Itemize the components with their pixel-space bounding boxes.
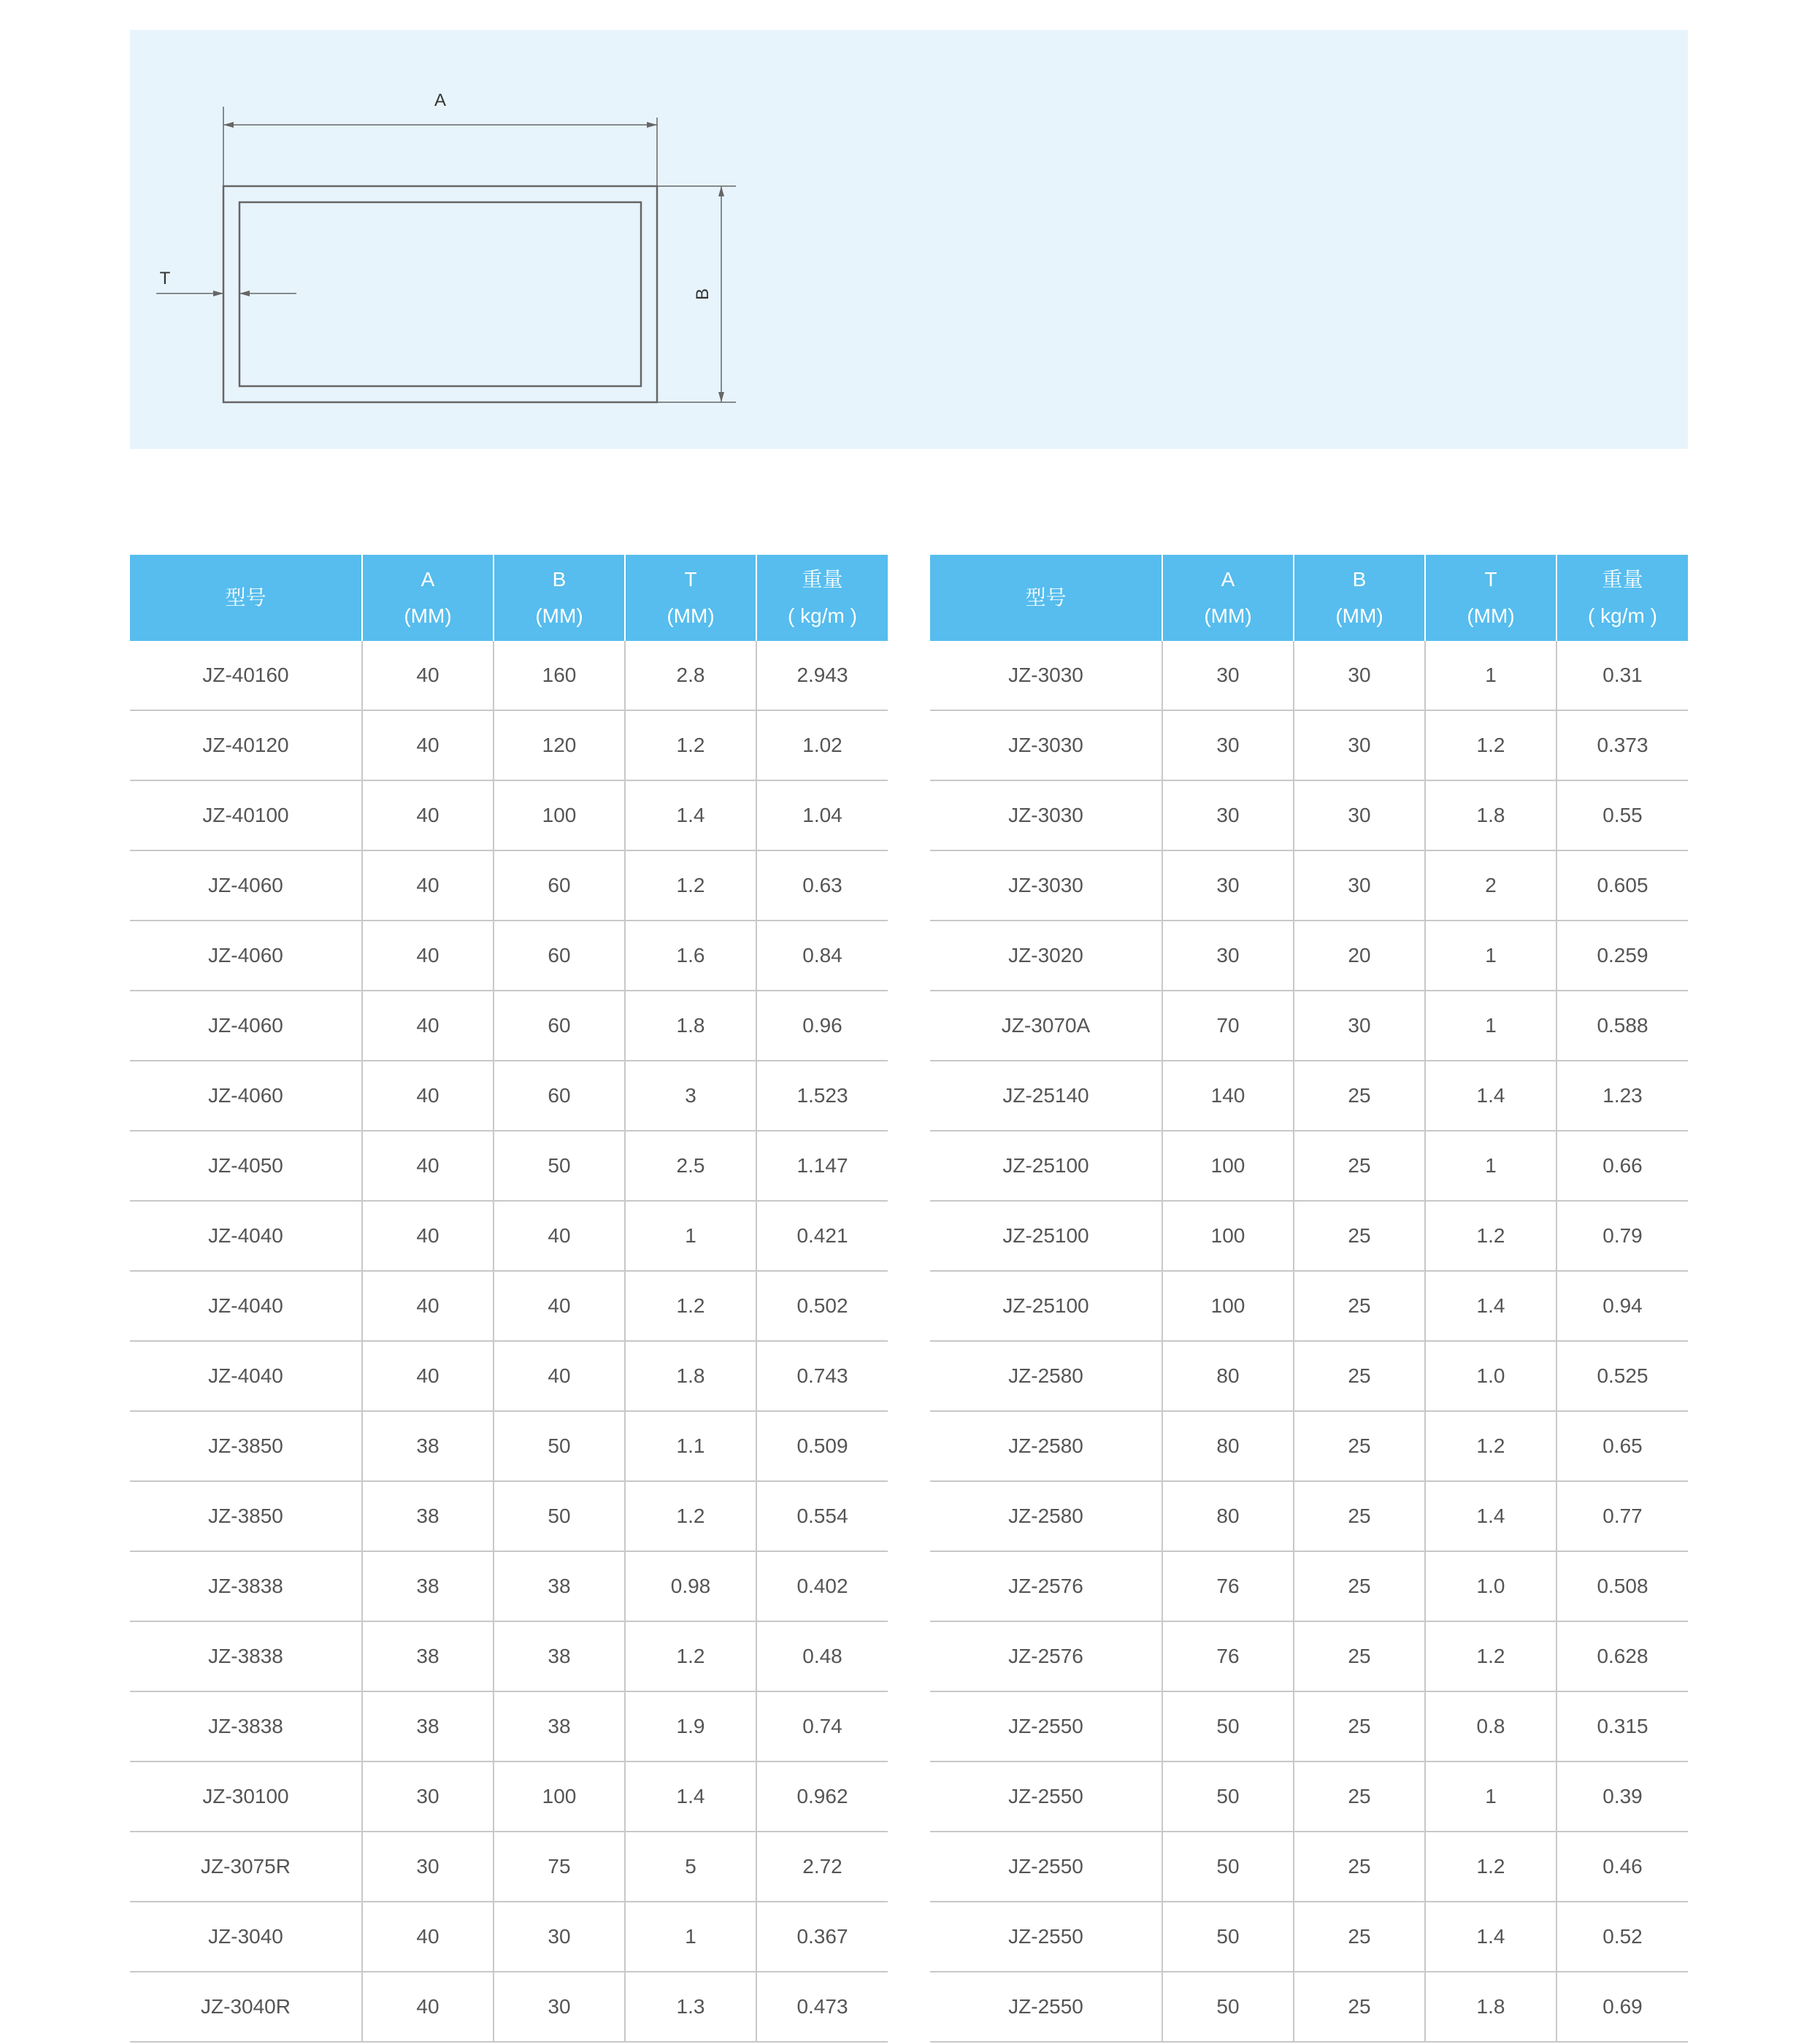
cell-weight: 0.46 bbox=[1556, 1832, 1688, 1902]
cell-weight: 0.79 bbox=[1556, 1201, 1688, 1271]
table-row bbox=[130, 710, 888, 780]
cell-model: JZ-3850 bbox=[130, 1411, 362, 1481]
cell-t: 1.2 bbox=[1425, 1621, 1556, 1691]
cell-weight: 0.373 bbox=[1556, 710, 1688, 780]
cell-model: JZ-25140 bbox=[930, 1061, 1162, 1131]
spec-table-right-body bbox=[930, 641, 1688, 2042]
cell-b: 30 bbox=[494, 1902, 625, 1972]
header-a-unit: (MM) bbox=[1204, 604, 1252, 627]
cell-a: 40 bbox=[362, 1341, 494, 1411]
table-row bbox=[930, 1481, 1688, 1551]
cell-model: JZ-3030 bbox=[930, 641, 1162, 710]
cell-b: 30 bbox=[1294, 780, 1425, 850]
cell-model: JZ-3030 bbox=[930, 780, 1162, 850]
b-arrow-top bbox=[718, 186, 724, 196]
header-b bbox=[1294, 555, 1425, 641]
table-row bbox=[930, 1621, 1688, 1691]
cell-t: 1.2 bbox=[625, 850, 756, 921]
cell-weight: 0.402 bbox=[756, 1551, 888, 1621]
cell-a: 50 bbox=[1162, 1902, 1294, 1972]
cell-t: 1.2 bbox=[1425, 1411, 1556, 1481]
header-b-unit: (MM) bbox=[535, 604, 583, 627]
cell-a: 30 bbox=[1162, 850, 1294, 921]
cell-weight: 2.943 bbox=[756, 641, 888, 710]
table-row bbox=[130, 1271, 888, 1341]
cell-b: 40 bbox=[494, 1341, 625, 1411]
cell-a: 30 bbox=[1162, 641, 1294, 710]
cell-a: 30 bbox=[1162, 710, 1294, 780]
table-header-row bbox=[930, 555, 1688, 641]
cell-a: 38 bbox=[362, 1481, 494, 1551]
cell-b: 30 bbox=[1294, 710, 1425, 780]
cell-a: 80 bbox=[1162, 1411, 1294, 1481]
cell-a: 100 bbox=[1162, 1131, 1294, 1201]
cell-weight: 0.421 bbox=[756, 1201, 888, 1271]
cell-t: 1.4 bbox=[625, 1761, 756, 1832]
cell-model: JZ-3838 bbox=[130, 1691, 362, 1761]
spec-table-left-body bbox=[130, 641, 888, 2042]
table-row bbox=[930, 710, 1688, 780]
cell-b: 38 bbox=[494, 1691, 625, 1761]
cell-t: 1.8 bbox=[625, 991, 756, 1061]
cell-model: JZ-2576 bbox=[930, 1621, 1162, 1691]
cell-weight: 0.508 bbox=[1556, 1551, 1688, 1621]
cell-t: 1.2 bbox=[1425, 1201, 1556, 1271]
cell-b: 75 bbox=[494, 1832, 625, 1902]
cell-a: 140 bbox=[1162, 1061, 1294, 1131]
cell-a: 40 bbox=[362, 641, 494, 710]
cell-model: JZ-3838 bbox=[130, 1551, 362, 1621]
cell-model: JZ-40120 bbox=[130, 710, 362, 780]
cell-weight: 1.523 bbox=[756, 1061, 888, 1131]
table-row bbox=[930, 1551, 1688, 1621]
cell-model: JZ-25100 bbox=[930, 1201, 1162, 1271]
table-row bbox=[930, 991, 1688, 1061]
cell-b: 60 bbox=[494, 991, 625, 1061]
cell-b: 40 bbox=[494, 1201, 625, 1271]
cell-weight: 0.65 bbox=[1556, 1411, 1688, 1481]
table-row bbox=[130, 1131, 888, 1201]
table-row bbox=[130, 780, 888, 850]
cell-b: 25 bbox=[1294, 1761, 1425, 1832]
table-row bbox=[930, 641, 1688, 710]
cell-model: JZ-3070A bbox=[930, 991, 1162, 1061]
b-arrow-bottom bbox=[718, 392, 724, 402]
cell-t: 0.98 bbox=[625, 1551, 756, 1621]
cell-a: 50 bbox=[1162, 1761, 1294, 1832]
table-row bbox=[130, 1691, 888, 1761]
header-model-label: 型号 bbox=[225, 586, 266, 609]
cell-weight: 0.66 bbox=[1556, 1131, 1688, 1201]
cell-model: JZ-2576 bbox=[930, 1551, 1162, 1621]
cell-t: 1.2 bbox=[625, 710, 756, 780]
cell-model: JZ-40160 bbox=[130, 641, 362, 710]
cell-a: 30 bbox=[362, 1832, 494, 1902]
cell-a: 30 bbox=[362, 1761, 494, 1832]
table-row bbox=[930, 1411, 1688, 1481]
cell-a: 38 bbox=[362, 1621, 494, 1691]
cell-model: JZ-2550 bbox=[930, 1902, 1162, 1972]
cell-weight: 1.23 bbox=[1556, 1061, 1688, 1131]
cell-model: JZ-30100 bbox=[130, 1761, 362, 1832]
cell-t: 1.2 bbox=[625, 1271, 756, 1341]
cell-a: 38 bbox=[362, 1551, 494, 1621]
cell-t: 1.2 bbox=[1425, 1832, 1556, 1902]
cell-a: 80 bbox=[1162, 1341, 1294, 1411]
cell-b: 25 bbox=[1294, 1271, 1425, 1341]
table-row bbox=[930, 850, 1688, 921]
table-row bbox=[130, 1621, 888, 1691]
cell-t: 1 bbox=[1425, 1131, 1556, 1201]
a-label: A bbox=[434, 91, 447, 110]
table-row bbox=[930, 1271, 1688, 1341]
table-row bbox=[130, 1061, 888, 1131]
cell-b: 30 bbox=[1294, 641, 1425, 710]
cell-b: 50 bbox=[494, 1411, 625, 1481]
cell-b: 25 bbox=[1294, 1902, 1425, 1972]
cell-weight: 0.96 bbox=[756, 991, 888, 1061]
cell-t: 1 bbox=[1425, 921, 1556, 991]
cell-a: 100 bbox=[1162, 1201, 1294, 1271]
cell-model: JZ-3075R bbox=[130, 1832, 362, 1902]
cell-model: JZ-4060 bbox=[130, 921, 362, 991]
cell-a: 40 bbox=[362, 1061, 494, 1131]
cell-b: 25 bbox=[1294, 1972, 1425, 2042]
cell-weight: 0.628 bbox=[1556, 1621, 1688, 1691]
cell-b: 25 bbox=[1294, 1061, 1425, 1131]
table-row bbox=[130, 1972, 888, 2042]
table-row bbox=[930, 1902, 1688, 1972]
cell-t: 0.8 bbox=[1425, 1691, 1556, 1761]
cell-model: JZ-2550 bbox=[930, 1972, 1162, 2042]
cell-b: 25 bbox=[1294, 1481, 1425, 1551]
table-row bbox=[130, 1761, 888, 1832]
header-model-label: 型号 bbox=[1025, 586, 1067, 609]
cell-t: 1 bbox=[1425, 1761, 1556, 1832]
table-row bbox=[930, 1691, 1688, 1761]
cell-model: JZ-40100 bbox=[130, 780, 362, 850]
t-arrow-right bbox=[239, 291, 250, 296]
cell-model: JZ-4040 bbox=[130, 1341, 362, 1411]
header-b-label: B bbox=[552, 568, 567, 591]
a-arrow-right bbox=[647, 122, 657, 128]
cell-t: 1.2 bbox=[1425, 710, 1556, 780]
table-row bbox=[130, 1411, 888, 1481]
cell-weight: 0.74 bbox=[756, 1691, 888, 1761]
header-weight bbox=[1556, 555, 1688, 641]
cell-model: JZ-4040 bbox=[130, 1271, 362, 1341]
cell-a: 50 bbox=[1162, 1832, 1294, 1902]
table-row bbox=[930, 1972, 1688, 2042]
cell-t: 1 bbox=[1425, 641, 1556, 710]
cell-b: 50 bbox=[494, 1481, 625, 1551]
table-row bbox=[130, 850, 888, 921]
cell-b: 20 bbox=[1294, 921, 1425, 991]
header-t-label: T bbox=[1484, 568, 1497, 591]
cell-a: 30 bbox=[1162, 921, 1294, 991]
cell-t: 1.4 bbox=[1425, 1061, 1556, 1131]
cell-a: 40 bbox=[362, 1972, 494, 2042]
header-b-label: B bbox=[1352, 568, 1367, 591]
table-row bbox=[130, 1481, 888, 1551]
cell-t: 1.8 bbox=[1425, 1972, 1556, 2042]
cell-a: 40 bbox=[362, 710, 494, 780]
cell-weight: 0.525 bbox=[1556, 1341, 1688, 1411]
cell-b: 40 bbox=[494, 1271, 625, 1341]
header-weight-unit: ( kg/m ) bbox=[1588, 604, 1657, 627]
cell-t: 1.2 bbox=[625, 1481, 756, 1551]
cell-t: 1.0 bbox=[1425, 1341, 1556, 1411]
cell-weight: 0.77 bbox=[1556, 1481, 1688, 1551]
cell-t: 1.1 bbox=[625, 1411, 756, 1481]
header-b bbox=[494, 555, 625, 641]
cell-weight: 0.367 bbox=[756, 1902, 888, 1972]
cell-weight: 0.84 bbox=[756, 921, 888, 991]
cell-b: 25 bbox=[1294, 1341, 1425, 1411]
cell-weight: 0.94 bbox=[1556, 1271, 1688, 1341]
spec-table-left bbox=[130, 555, 888, 2043]
cell-t: 3 bbox=[625, 1061, 756, 1131]
cell-b: 60 bbox=[494, 850, 625, 921]
table-row bbox=[130, 1551, 888, 1621]
cell-t: 5 bbox=[625, 1832, 756, 1902]
header-t bbox=[1425, 555, 1556, 641]
cell-b: 25 bbox=[1294, 1411, 1425, 1481]
cell-b: 30 bbox=[1294, 850, 1425, 921]
cell-weight: 0.259 bbox=[1556, 921, 1688, 991]
cell-weight: 0.69 bbox=[1556, 1972, 1688, 2042]
cell-t: 1 bbox=[625, 1201, 756, 1271]
tube-outer-outline bbox=[223, 186, 657, 402]
cell-a: 80 bbox=[1162, 1481, 1294, 1551]
cell-b: 100 bbox=[494, 1761, 625, 1832]
cell-t: 1.4 bbox=[1425, 1481, 1556, 1551]
header-model bbox=[930, 555, 1162, 641]
cell-t: 1.0 bbox=[1425, 1551, 1556, 1621]
cell-weight: 0.962 bbox=[756, 1761, 888, 1832]
table-row bbox=[930, 780, 1688, 850]
cell-a: 38 bbox=[362, 1691, 494, 1761]
a-arrow-left bbox=[223, 122, 234, 128]
tube-inner-outline bbox=[239, 202, 641, 386]
cell-weight: 0.743 bbox=[756, 1341, 888, 1411]
cell-weight: 0.55 bbox=[1556, 780, 1688, 850]
table-row bbox=[130, 1201, 888, 1271]
table-row bbox=[130, 1902, 888, 1972]
cell-model: JZ-25100 bbox=[930, 1271, 1162, 1341]
table-row bbox=[930, 1201, 1688, 1271]
cell-model: JZ-2580 bbox=[930, 1341, 1162, 1411]
cell-weight: 0.52 bbox=[1556, 1902, 1688, 1972]
cell-model: JZ-3040 bbox=[130, 1902, 362, 1972]
table-row bbox=[130, 641, 888, 710]
cell-b: 38 bbox=[494, 1621, 625, 1691]
cell-weight: 0.473 bbox=[756, 1972, 888, 2042]
header-weight-label: 重量 bbox=[1602, 568, 1643, 591]
t-arrow-left bbox=[213, 291, 223, 296]
table-row bbox=[930, 921, 1688, 991]
cell-t: 2.5 bbox=[625, 1131, 756, 1201]
cell-b: 50 bbox=[494, 1131, 625, 1201]
cell-model: JZ-4050 bbox=[130, 1131, 362, 1201]
cell-t: 1 bbox=[625, 1902, 756, 1972]
cell-weight: 0.48 bbox=[756, 1621, 888, 1691]
cell-a: 40 bbox=[362, 1201, 494, 1271]
table-row bbox=[930, 1832, 1688, 1902]
cell-model: JZ-3030 bbox=[930, 850, 1162, 921]
cell-weight: 0.509 bbox=[756, 1411, 888, 1481]
cell-b: 25 bbox=[1294, 1131, 1425, 1201]
cell-model: JZ-2550 bbox=[930, 1691, 1162, 1761]
cell-model: JZ-3020 bbox=[930, 921, 1162, 991]
cell-model: JZ-3838 bbox=[130, 1621, 362, 1691]
cell-weight: 1.04 bbox=[756, 780, 888, 850]
cell-a: 40 bbox=[362, 991, 494, 1061]
cell-a: 76 bbox=[1162, 1621, 1294, 1691]
header-t-unit: (MM) bbox=[667, 604, 715, 627]
cell-b: 30 bbox=[1294, 991, 1425, 1061]
cell-weight: 0.588 bbox=[1556, 991, 1688, 1061]
cell-model: JZ-2550 bbox=[930, 1761, 1162, 1832]
cell-t: 1.3 bbox=[625, 1972, 756, 2042]
cell-model: JZ-4060 bbox=[130, 1061, 362, 1131]
t-label: T bbox=[159, 269, 171, 288]
header-a-label: A bbox=[421, 568, 435, 591]
cell-a: 30 bbox=[1162, 780, 1294, 850]
table-row bbox=[930, 1061, 1688, 1131]
cell-t: 1.9 bbox=[625, 1691, 756, 1761]
cell-weight: 0.554 bbox=[756, 1481, 888, 1551]
header-t-label: T bbox=[684, 568, 697, 591]
table-row bbox=[130, 991, 888, 1061]
cell-b: 60 bbox=[494, 1061, 625, 1131]
cell-model: JZ-2580 bbox=[930, 1481, 1162, 1551]
cell-b: 120 bbox=[494, 710, 625, 780]
cell-model: JZ-2580 bbox=[930, 1411, 1162, 1481]
header-model bbox=[130, 555, 362, 641]
cell-weight: 0.63 bbox=[756, 850, 888, 921]
cell-t: 1.8 bbox=[625, 1341, 756, 1411]
cell-weight: 0.605 bbox=[1556, 850, 1688, 921]
cell-model: JZ-4040 bbox=[130, 1201, 362, 1271]
cell-b: 25 bbox=[1294, 1691, 1425, 1761]
cell-model: JZ-4060 bbox=[130, 850, 362, 921]
cell-b: 100 bbox=[494, 780, 625, 850]
header-a-unit: (MM) bbox=[404, 604, 452, 627]
cell-weight: 0.502 bbox=[756, 1271, 888, 1341]
cell-a: 76 bbox=[1162, 1551, 1294, 1621]
cell-a: 40 bbox=[362, 1271, 494, 1341]
cell-weight: 1.147 bbox=[756, 1131, 888, 1201]
cell-a: 40 bbox=[362, 1131, 494, 1201]
cell-model: JZ-2550 bbox=[930, 1832, 1162, 1902]
cell-t: 1.6 bbox=[625, 921, 756, 991]
cell-model: JZ-25100 bbox=[930, 1131, 1162, 1201]
table-row bbox=[930, 1131, 1688, 1201]
header-t bbox=[625, 555, 756, 641]
cell-a: 38 bbox=[362, 1411, 494, 1481]
cell-model: JZ-3030 bbox=[930, 710, 1162, 780]
cell-t: 2.8 bbox=[625, 641, 756, 710]
spec-table-right bbox=[930, 555, 1688, 2043]
cell-model: JZ-3850 bbox=[130, 1481, 362, 1551]
cell-t: 1.4 bbox=[1425, 1271, 1556, 1341]
header-a bbox=[1162, 555, 1294, 641]
cell-a: 70 bbox=[1162, 991, 1294, 1061]
cell-a: 40 bbox=[362, 780, 494, 850]
cell-b: 25 bbox=[1294, 1832, 1425, 1902]
cell-model: JZ-4060 bbox=[130, 991, 362, 1061]
profile-diagram-panel bbox=[130, 30, 1688, 449]
cell-b: 25 bbox=[1294, 1551, 1425, 1621]
cell-a: 100 bbox=[1162, 1271, 1294, 1341]
cell-a: 40 bbox=[362, 850, 494, 921]
cell-a: 50 bbox=[1162, 1691, 1294, 1761]
cell-t: 1 bbox=[1425, 991, 1556, 1061]
cell-weight: 2.72 bbox=[756, 1832, 888, 1902]
cell-a: 50 bbox=[1162, 1972, 1294, 2042]
rectangular-tube-drawing bbox=[130, 30, 1688, 449]
cell-t: 1.8 bbox=[1425, 780, 1556, 850]
header-a bbox=[362, 555, 494, 641]
cell-b: 25 bbox=[1294, 1621, 1425, 1691]
cell-weight: 0.315 bbox=[1556, 1691, 1688, 1761]
header-weight-unit: ( kg/m ) bbox=[788, 604, 857, 627]
cell-b: 30 bbox=[494, 1972, 625, 2042]
b-label: B bbox=[693, 288, 713, 301]
header-weight-label: 重量 bbox=[802, 568, 843, 591]
cell-b: 60 bbox=[494, 921, 625, 991]
cell-model: JZ-3040R bbox=[130, 1972, 362, 2042]
cell-t: 1.4 bbox=[1425, 1902, 1556, 1972]
cell-t: 1.2 bbox=[625, 1621, 756, 1691]
header-t-unit: (MM) bbox=[1467, 604, 1515, 627]
table-row bbox=[130, 1341, 888, 1411]
cell-t: 1.4 bbox=[625, 780, 756, 850]
cell-weight: 0.39 bbox=[1556, 1761, 1688, 1832]
cell-b: 25 bbox=[1294, 1201, 1425, 1271]
table-row bbox=[930, 1761, 1688, 1832]
header-a-label: A bbox=[1221, 568, 1235, 591]
cell-a: 40 bbox=[362, 1902, 494, 1972]
header-b-unit: (MM) bbox=[1335, 604, 1383, 627]
cell-weight: 1.02 bbox=[756, 710, 888, 780]
cell-weight: 0.31 bbox=[1556, 641, 1688, 710]
cell-b: 160 bbox=[494, 641, 625, 710]
table-row bbox=[930, 1341, 1688, 1411]
table-row bbox=[130, 1832, 888, 1902]
table-row bbox=[130, 921, 888, 991]
table-header-row bbox=[130, 555, 888, 641]
cell-a: 40 bbox=[362, 921, 494, 991]
cell-b: 38 bbox=[494, 1551, 625, 1621]
cell-t: 2 bbox=[1425, 850, 1556, 921]
header-weight bbox=[756, 555, 888, 641]
